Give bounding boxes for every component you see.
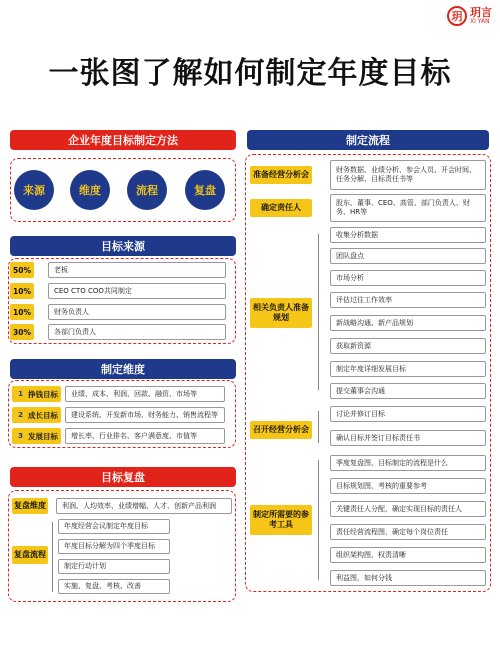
review-bracket — [52, 522, 53, 592]
dimension-num: 1 — [15, 389, 26, 400]
process-header: 制定流程 — [247, 130, 489, 150]
stage-item: 组织架构图，权责清晰 — [330, 547, 486, 563]
stage-item: 市场分析 — [330, 270, 486, 286]
stage-item: 目标规划图，考核的重要参考 — [330, 478, 486, 494]
review-flow-step: 实施、复盘、考核、改善 — [58, 579, 170, 594]
stage-item: 股东、董事、CEO、高管、部门负责人、财务、HR等 — [330, 194, 486, 222]
stage-item: 讨论并修订目标 — [330, 406, 486, 422]
source-text: 各部门负责人 — [48, 324, 226, 340]
dimensions-header: 制定维度 — [10, 359, 236, 379]
page-title: 一张图了解如何制定年度目标 — [48, 56, 452, 91]
method-process: 流程 — [127, 170, 167, 210]
stage-label: 召开经营分析会 — [250, 421, 312, 439]
review-dim-label: 复盘维度 — [12, 498, 48, 514]
review-flow-step: 制定行动计划 — [58, 559, 170, 574]
stage-item: 评估过往工作效率 — [330, 292, 486, 308]
dimension-text: 业绩、成本、利润、回款、融资、市场等 — [65, 386, 225, 402]
dimension-label: 2 成长目标 — [12, 407, 61, 423]
dimension-label: 3 发展目标 — [12, 428, 61, 444]
stage-bracket — [318, 234, 319, 390]
dimension-num: 3 — [15, 431, 26, 442]
stage-item: 团队盘点 — [330, 248, 486, 264]
dimension-row — [12, 406, 225, 424]
dimension-text: 增长率、行业排名、客户满意度、市值等 — [65, 428, 225, 444]
method-source: 来源 — [14, 170, 54, 210]
review-dim-text: 利润、人均效率、业绩增幅、人才、创新产品利润 — [56, 498, 232, 514]
source-text: CEO CTO COO共同制定 — [48, 283, 226, 299]
stage-label: 相关负责人准备规划 — [250, 298, 312, 328]
source-pct: 50% — [10, 262, 34, 278]
source-row — [10, 323, 226, 341]
methods-header: 企业年度目标制定方法 — [10, 130, 236, 150]
brand-logo — [447, 6, 492, 26]
source-pct: 10% — [10, 283, 34, 299]
logo-sub: XI YAN — [470, 18, 490, 25]
source-row — [10, 282, 226, 300]
review-flow-label: 复盘流程 — [12, 546, 48, 564]
stage-item: 责任经营流程图，确定每个岗位责任 — [330, 524, 486, 540]
stage-bracket — [318, 460, 319, 580]
stage-label: 确定责任人 — [250, 199, 312, 217]
stage-item: 财务数据、业绩分析、参会人员、开会时间、任务分解、目标责任书等 — [330, 160, 486, 190]
stage-item: 制定年度详细发展目标 — [330, 361, 486, 377]
source-pct: 30% — [10, 324, 34, 340]
stage-item: 提交董事会沟通 — [330, 383, 486, 399]
method-dimension: 维度 — [70, 170, 110, 210]
stage-item: 关键责任人分配，确定实现目标的责任人 — [330, 501, 486, 517]
dimension-row — [12, 427, 225, 445]
stage-item: 获取新资源 — [330, 338, 486, 354]
source-text: 老板 — [48, 262, 226, 278]
method-review: 复盘 — [185, 170, 225, 210]
source-text: 财务负责人 — [48, 304, 226, 320]
logo-name: 玥言 — [470, 6, 492, 19]
dimension-row — [12, 385, 225, 403]
stage-bracket — [318, 411, 319, 443]
stage-item: 确认目标并签订目标责任书 — [330, 430, 486, 446]
source-row — [10, 303, 226, 321]
review-flow-step: 年度目标分解为四个季度目标 — [58, 539, 170, 554]
stage-item: 收集分析数据 — [330, 227, 486, 243]
stage-item: 季度复盘图，目标制定的流程是什么 — [330, 455, 486, 471]
stage-label: 准备经营分析会 — [250, 166, 312, 184]
review-header: 目标复盘 — [10, 467, 236, 487]
source-row — [10, 261, 226, 279]
dimension-num: 2 — [15, 410, 26, 421]
stage-item: 新战略沟通、新产品规划 — [330, 315, 486, 331]
source-pct: 10% — [10, 304, 34, 320]
dimension-label: 1 挣钱目标 — [12, 386, 61, 402]
review-flow-step: 年度经营会议制定年度目标 — [58, 519, 170, 534]
stage-label: 制定所需要的参考工具 — [250, 505, 312, 535]
sources-header: 目标来源 — [10, 236, 236, 256]
dimension-text: 建设系统、开发新市场、财务能力、销售流程等 — [65, 407, 225, 423]
logo-mark: 玥 — [447, 6, 467, 26]
stage-item: 利益图，如何分钱 — [330, 570, 486, 586]
